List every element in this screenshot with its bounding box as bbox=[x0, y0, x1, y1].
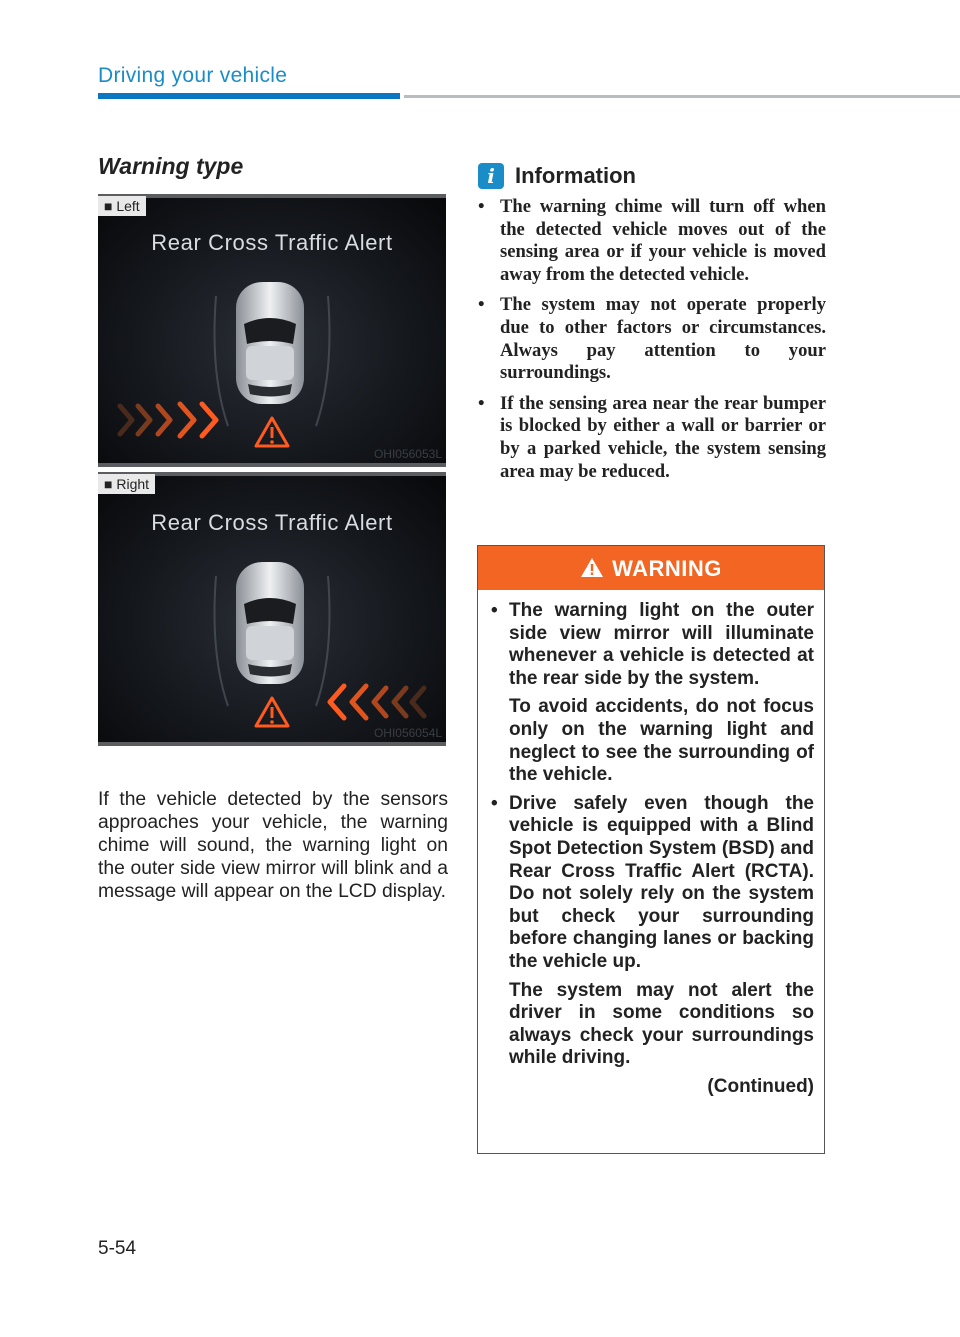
warning-paragraph: The system may not alert the driver in some conditions so always check your surroundings while driving. bbox=[509, 979, 814, 1069]
left-tag: ■ Left bbox=[98, 196, 146, 216]
section-title: Driving your vehicle bbox=[98, 64, 288, 87]
info-item: • The warning chime will turn off when the detected vehicle moves out of the sensing area or if your vehicle is moved away from the detected vehicle. bbox=[478, 196, 826, 286]
body-paragraph: If the vehicle detected by the sensors approaches your vehicle, the warning chime will sound, the warning light on the outer side view mirror will blink and a message will appear on the LCD display. bbox=[98, 789, 448, 902]
arrows-right-icon bbox=[330, 686, 424, 718]
rcta-left-image bbox=[98, 194, 446, 467]
info-title: Information bbox=[515, 163, 636, 188]
arrows-left-icon bbox=[120, 404, 216, 436]
header-rule-accent bbox=[98, 93, 400, 99]
warning-paragraph: To avoid accidents, do not focus only on the warning light and neglect to see the surrounding of the vehicle. bbox=[509, 696, 814, 786]
warning-title: WARNING bbox=[612, 556, 722, 581]
warning-header bbox=[478, 546, 824, 590]
right-tag: ■ Right bbox=[98, 474, 155, 494]
info-icon: i bbox=[478, 163, 504, 189]
warning-triangle-icon bbox=[256, 698, 288, 726]
warning-box bbox=[477, 545, 825, 1154]
info-item: • The system may not operate properly due to other factors or circumstances. Always pay attention to your surroundings. bbox=[478, 294, 826, 384]
car-icon bbox=[215, 562, 330, 706]
warning-item: • The warning light on the outer side view mirror will illuminate whenever a vehicle is detected at the rear side by the system. bbox=[488, 600, 814, 690]
header-rule bbox=[404, 95, 960, 98]
continued-label: (Continued) bbox=[707, 1075, 814, 1097]
image-code: OHI056053L bbox=[373, 447, 442, 461]
info-item: • If the sensing area near the rear bumper is blocked by either a wall or barrier or by a parked vehicle, the system sensing area may be reduced. bbox=[478, 393, 826, 483]
image-code: OHI056054L bbox=[373, 726, 442, 740]
warning-type-heading: Warning type bbox=[98, 153, 244, 179]
warning-triangle-icon bbox=[256, 418, 288, 446]
screen-title: Rear Cross Traffic Alert bbox=[151, 230, 393, 255]
rcta-right-graphic bbox=[98, 472, 446, 746]
warning-triangle-icon bbox=[580, 557, 604, 578]
rcta-right-image bbox=[98, 472, 446, 746]
warning-item: • Drive safely even though the vehicle is equipped with a Blind Spot Detection System (BSD) and Rear Cross Traffic Alert (RCTA). Do not solely rely on the system but check your surrounding before changing lanes or backing the vehicle up. bbox=[488, 793, 814, 974]
rcta-left-graphic bbox=[98, 194, 446, 467]
car-icon bbox=[215, 282, 330, 426]
warning-list bbox=[488, 600, 814, 1104]
info-list bbox=[478, 196, 826, 491]
page-number: 5-54 bbox=[98, 1238, 137, 1259]
screen-title: Rear Cross Traffic Alert bbox=[151, 510, 393, 535]
